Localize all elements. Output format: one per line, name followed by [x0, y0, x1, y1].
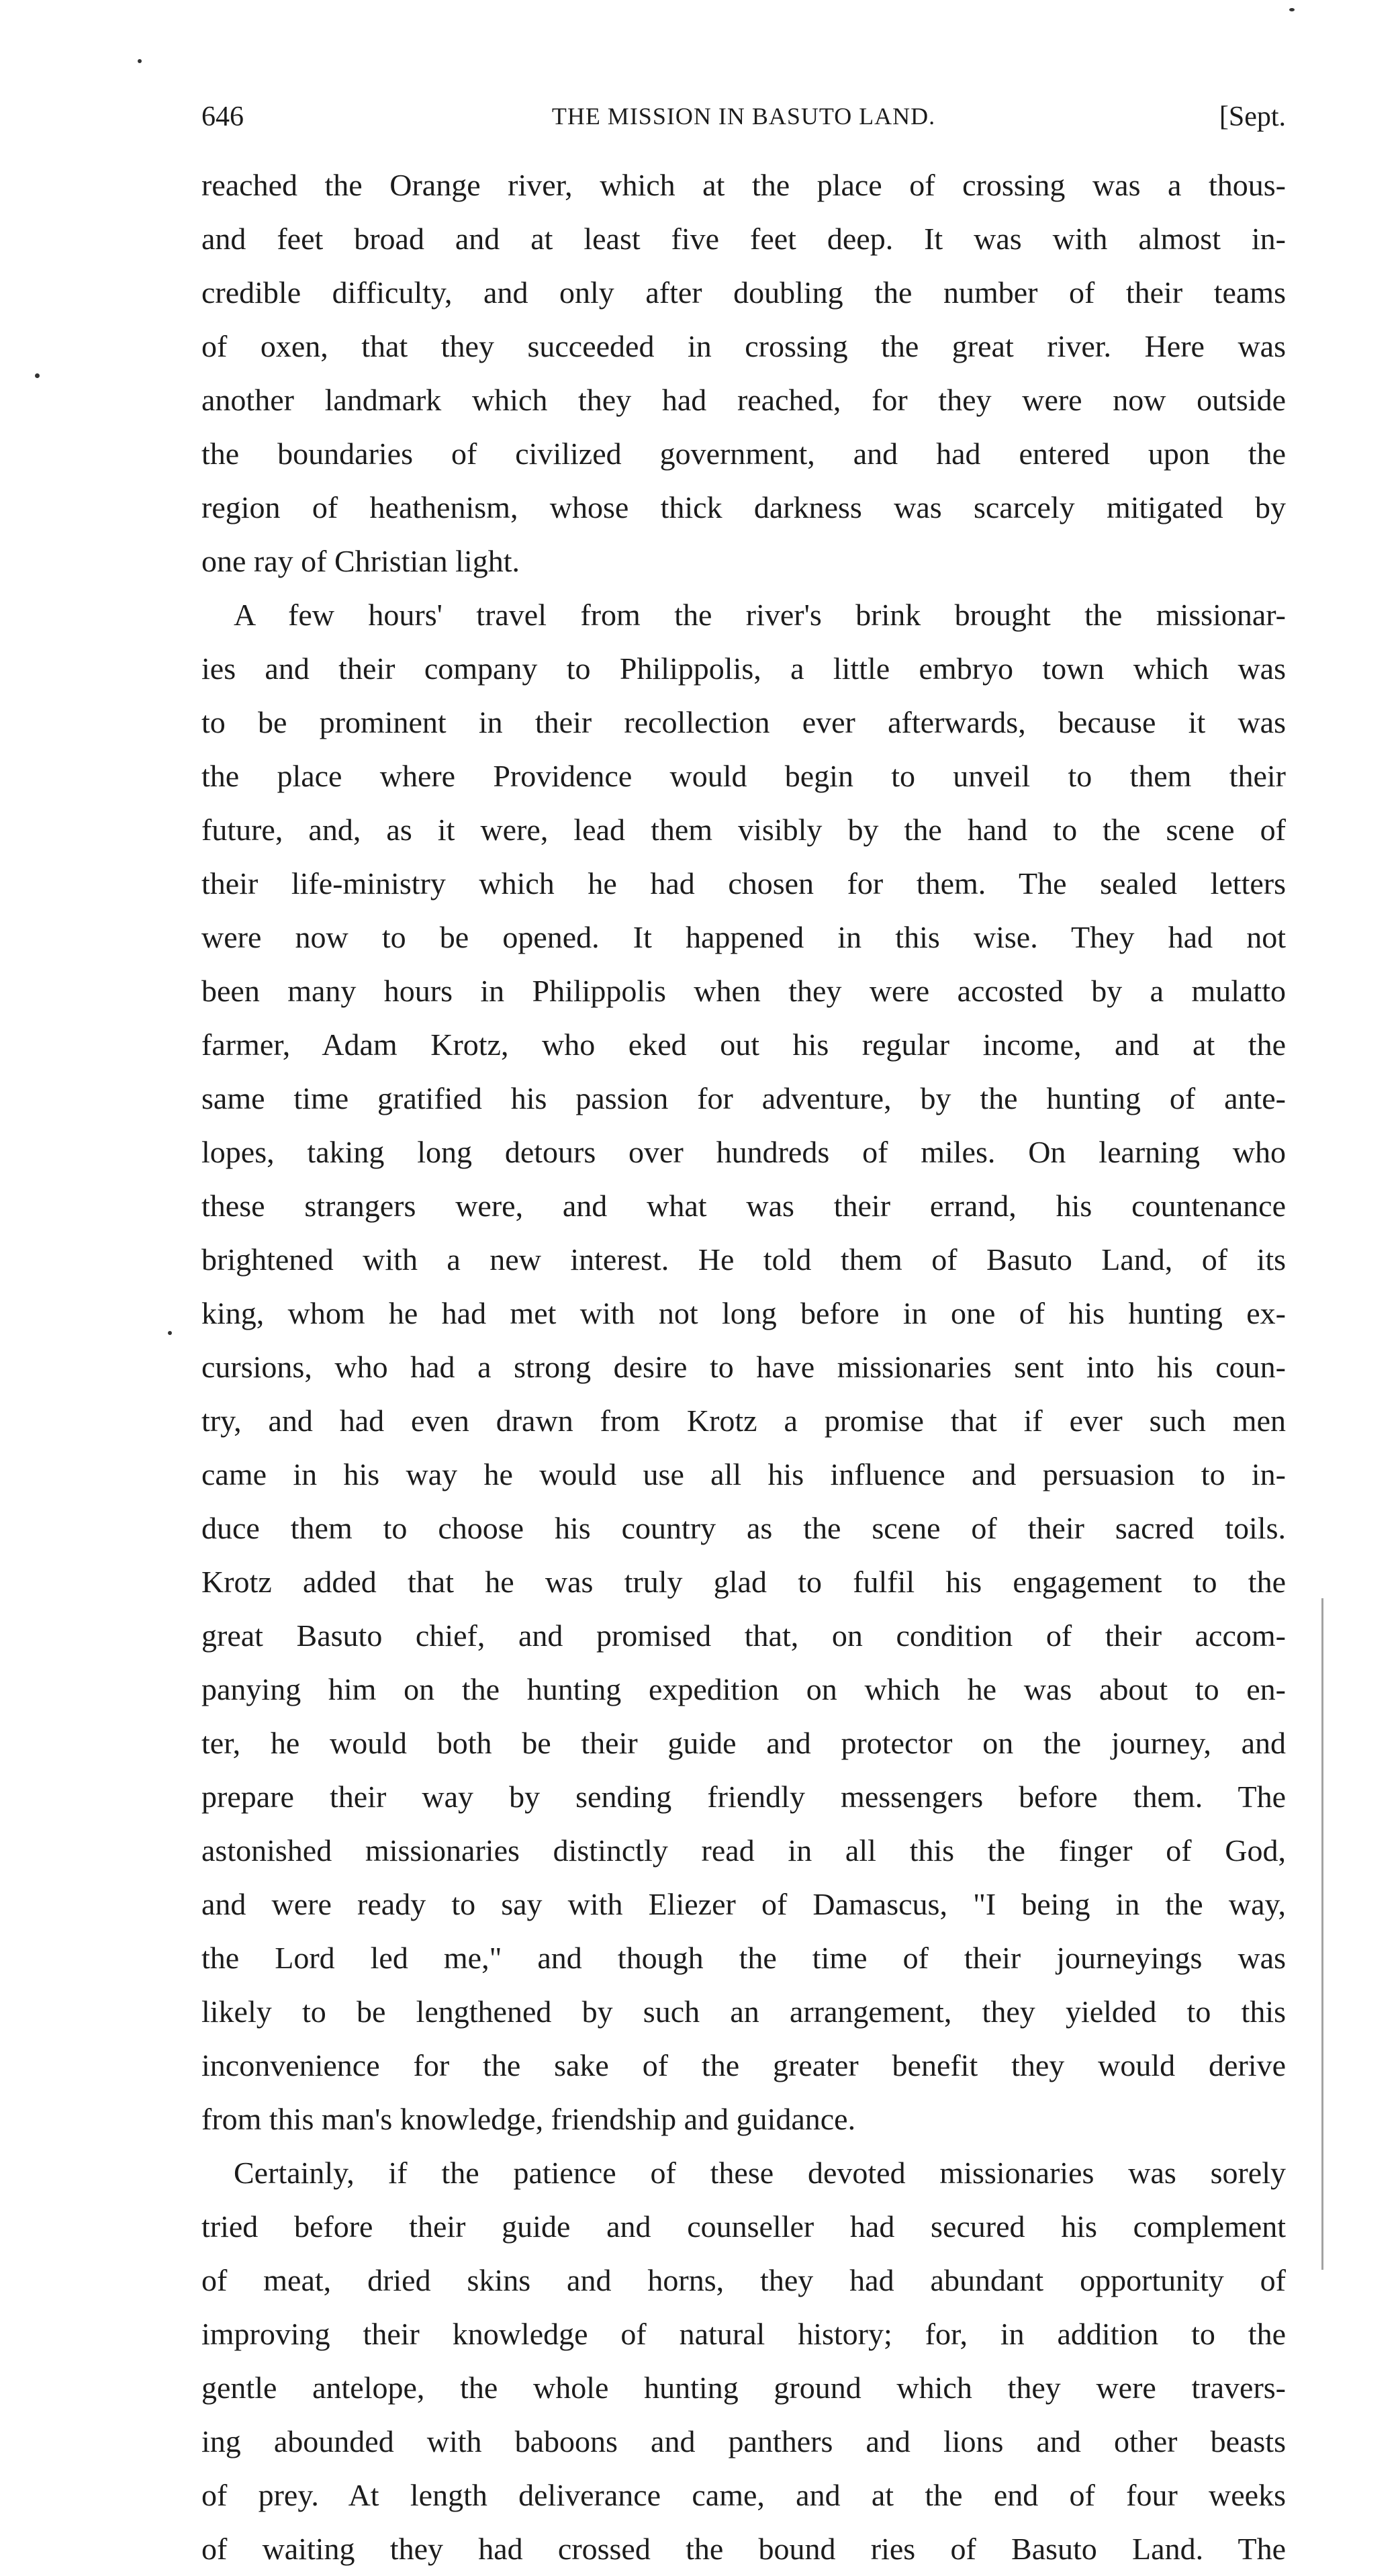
text-line: these strangers were, and what was their errand, his countenance — [201, 1189, 1286, 1223]
text-line: king, whom he had met with not long before in one of his hunting ex- — [201, 1296, 1286, 1330]
running-title: THE MISSION IN BASUTO LAND. — [551, 103, 936, 130]
text-line: prepare their way by sending friendly messengers before them. The — [201, 1780, 1286, 1814]
text-line: another landmark which they had reached, for they were now outside — [201, 383, 1286, 417]
text-line: and were ready to say with Eliezer of Damascus, "I being in the way, — [201, 1887, 1286, 1921]
text-line: ies and their company to Philippolis, a little embryo town which was — [201, 651, 1286, 686]
scan-speck — [35, 373, 40, 378]
text-line: region of heathenism, whose thick darkness was scarcely mitigated by — [201, 490, 1286, 524]
text-line: their life-ministry which he had chosen for them. The sealed letters — [201, 866, 1286, 901]
text-line: and feet broad and at least five feet deep. It was with almost in- — [201, 222, 1286, 256]
text-line: reached the Orange river, which at the place of crossing was a thous- — [201, 168, 1286, 202]
text-line: brightened with a new interest. He told them of Basuto Land, of its — [201, 1242, 1286, 1277]
text-line: panying him on the hunting expedition on which he was about to en- — [201, 1672, 1286, 1706]
text-line: Krotz added that he was truly glad to fulfil his engagement to the — [201, 1565, 1286, 1599]
text-line: ter, he would both be their guide and protector on the journey, and — [201, 1726, 1286, 1760]
text-line: of waiting they had crossed the bound ries of Basuto Land. The — [201, 2532, 1286, 2566]
text-line: astonished missionaries distinctly read in all this the finger of God, — [201, 1833, 1286, 1868]
text-line: same time gratified his passion for adventure, by the hunting of ante- — [201, 1081, 1286, 1115]
text-line: inconvenience for the sake of the greater benefit they would derive — [201, 2048, 1286, 2082]
text-line: future, and, as it were, lead them visibly by the hand to the scene of — [201, 813, 1286, 847]
text-line: cursions, who had a strong desire to have missionaries sent into his coun- — [201, 1350, 1286, 1384]
text-line: came in his way he would use all his influence and persuasion to in- — [201, 1457, 1286, 1491]
body-text — [201, 158, 1286, 2576]
header-date: [Sept. — [1219, 101, 1286, 132]
margin-rule — [1321, 1598, 1323, 2270]
text-line: credible difficulty, and only after doubling the number of their teams — [201, 275, 1286, 310]
text-line: the place where Providence would begin to unveil to them their — [201, 759, 1286, 793]
text-line: of oxen, that they succeeded in crossing the great river. Here was — [201, 329, 1286, 363]
text-line: Certainly, if the patience of these devoted missionaries was sorely — [234, 2156, 1286, 2190]
page-number: 646 — [201, 101, 244, 132]
text-line: improving their knowledge of natural history; for, in addition to the — [201, 2317, 1286, 2351]
scan-speck — [168, 1331, 172, 1335]
text-line: were now to be opened. It happened in this wise. They had not — [201, 920, 1286, 954]
text-line: been many hours in Philippolis when they were accosted by a mulatto — [201, 974, 1286, 1008]
text-line: tried before their guide and counseller had secured his complement — [201, 2209, 1286, 2244]
text-line: A few hours' travel from the river's brink brought the missionar- — [234, 598, 1286, 632]
scan-speck — [138, 59, 142, 63]
text-line: from this man's knowledge, friendship and guidance. — [201, 2102, 856, 2136]
page-header — [201, 101, 1286, 148]
text-line: lopes, taking long detours over hundreds of miles. On learning who — [201, 1135, 1286, 1169]
text-line: farmer, Adam Krotz, who eked out his regular income, and at the — [201, 1027, 1286, 1062]
text-line: gentle antelope, the whole hunting ground which they were travers- — [201, 2371, 1286, 2405]
text-line: try, and had even drawn from Krotz a promise that if ever such men — [201, 1404, 1286, 1438]
text-line: great Basuto chief, and promised that, on condition of their accom- — [201, 1618, 1286, 1653]
text-line: of meat, dried skins and horns, they had abundant opportunity of — [201, 2263, 1286, 2297]
scan-speck — [1289, 8, 1295, 11]
text-line: of prey. At length deliverance came, and at the end of four weeks — [201, 2478, 1286, 2512]
text-line: one ray of Christian light. — [201, 544, 520, 578]
text-line: ing abounded with baboons and panthers and lions and other beasts — [201, 2424, 1286, 2458]
text-line: duce them to choose his country as the scene of their sacred toils. — [201, 1511, 1286, 1545]
text-line: to be prominent in their recollection ever afterwards, because it was — [201, 705, 1286, 739]
text-line: the Lord led me," and though the time of their journeyings was — [201, 1941, 1286, 1975]
text-line: likely to be lengthened by such an arrangement, they yielded to this — [201, 1994, 1286, 2029]
text-line: the boundaries of civilized government, and had entered upon the — [201, 436, 1286, 471]
